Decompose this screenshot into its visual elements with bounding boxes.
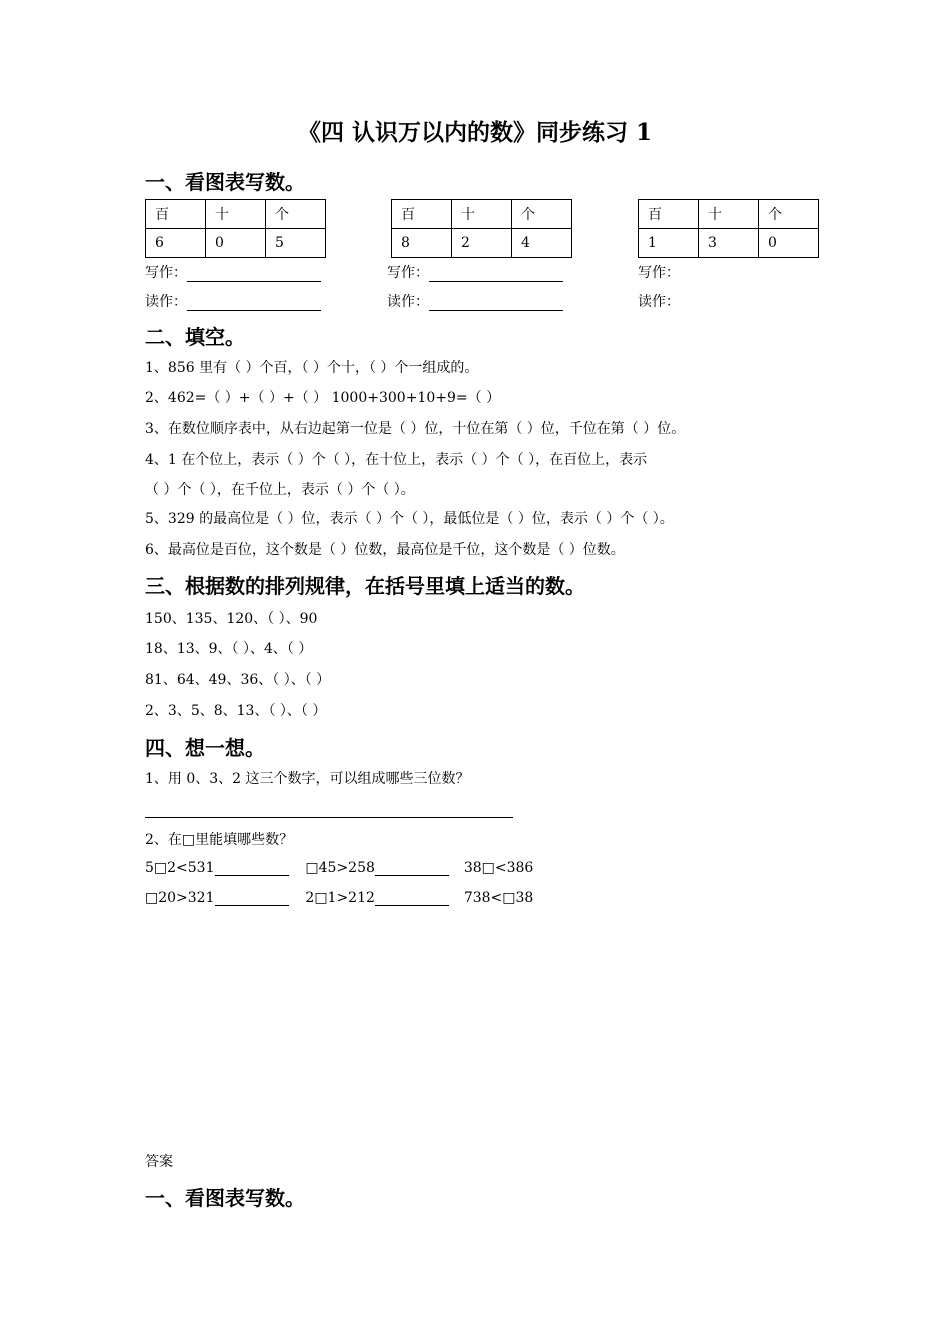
place-value-table-2 [391, 199, 572, 258]
section1-heading: 一、看图表写数。 [145, 170, 305, 194]
write-label: 写作： [638, 265, 680, 281]
answer-blank[interactable] [187, 296, 321, 311]
answer-blank[interactable] [215, 861, 289, 876]
place-value-table-1 [145, 199, 326, 258]
write-label: 写作： [387, 265, 429, 281]
fill-item-3: 3、在数位顺序表中，从右边起第一位是（ ）位，十位在第（ ）位，千位在第（ ）位。 [145, 421, 686, 437]
page-title: 《四 认识万以内的数》同步练习 1 [297, 119, 653, 146]
table-cell: 十 [452, 200, 512, 229]
table-cell: 4 [512, 229, 572, 258]
table-cell: 1 [639, 229, 699, 258]
fill-item-5: 5、329 的最高位是（ ）位，表示（ ）个（ ），最低位是（ ）位，表示（ ）个（ ）。 [145, 511, 674, 527]
answer-blank[interactable] [187, 267, 321, 282]
fill-item-6: 6、最高位是百位，这个数是（ ）位数，最高位是千位，这个数是（ ）位数。 [145, 542, 625, 558]
answer-rule[interactable] [145, 817, 513, 818]
sequence-item-3: 81、64、49、36、（ ）、（ ） [145, 672, 331, 688]
table-cell: 5 [266, 229, 326, 258]
table-cell: 个 [759, 200, 819, 229]
sequence-item-2: 18、13、9、（ ）、4、（ ） [145, 641, 313, 657]
think-question-1: 1、用 0、3、2 这三个数字，可以组成哪些三位数？ [145, 771, 470, 787]
read-label: 读作： [387, 294, 429, 310]
section3-heading: 三、根据数的排列规律，在括号里填上适当的数。 [145, 574, 585, 598]
read-line-2 [387, 291, 563, 311]
table-cell: 0 [206, 229, 266, 258]
answer-blank[interactable] [429, 296, 563, 311]
write-line-3 [638, 262, 680, 282]
table-cell: 百 [392, 200, 452, 229]
think-question-2: 2、在□里能填哪些数？ [145, 832, 294, 848]
table-cell: 个 [266, 200, 326, 229]
fill-item-2: 2、462=（ ）+（ ）+（ ） 1000+300+10+9=（ ） [145, 390, 501, 406]
table-cell: 十 [206, 200, 266, 229]
table-cell: 百 [146, 200, 206, 229]
table-cell: 个 [512, 200, 572, 229]
fill-item-1: 1、856 里有（ ）个百，（ ）个十，（ ）个一组成的。 [145, 360, 479, 376]
answers-section1-heading: 一、看图表写数。 [145, 1186, 305, 1210]
sequence-item-1: 150、135、120、（ ）、90 [145, 611, 318, 627]
fill-item-4-cont: （ ）个（ ），在千位上，表示（ ）个（ ）。 [145, 482, 415, 498]
section2-heading: 二、填空。 [145, 325, 245, 349]
table-cell: 8 [392, 229, 452, 258]
inequality-item: 738<□38 [463, 890, 534, 906]
fill-item-4: 4、1 在个位上，表示（ ）个（ ），在十位上，表示（ ）个（ ），在百位上，表示 [145, 452, 648, 468]
read-line-1 [145, 291, 321, 311]
answer-blank[interactable] [429, 267, 563, 282]
inequality-item: □20>321 [145, 890, 215, 906]
table-cell: 0 [759, 229, 819, 258]
place-value-table-3 [638, 199, 819, 258]
inequality-item: 5□2<531 [145, 860, 215, 876]
read-label: 读作： [638, 294, 680, 310]
table-cell: 2 [452, 229, 512, 258]
table-cell: 十 [699, 200, 759, 229]
sequence-item-4: 2、3、5、8、13、（ ）、（ ） [145, 703, 327, 719]
write-line-1 [145, 262, 321, 282]
table-cell: 百 [639, 200, 699, 229]
section4-heading: 四、想一想。 [145, 736, 265, 760]
answer-blank[interactable] [375, 891, 449, 906]
inequality-item: 38□<386 [463, 860, 534, 876]
inequality-row-1 [145, 860, 533, 876]
answer-blank[interactable] [215, 891, 289, 906]
inequality-item: 2□1>212 [305, 890, 375, 906]
answer-blank[interactable] [375, 861, 449, 876]
write-line-2 [387, 262, 563, 282]
answers-label: 答案 [145, 1154, 173, 1170]
table-cell: 6 [146, 229, 206, 258]
inequality-item: □45>258 [305, 860, 375, 876]
write-label: 写作： [145, 265, 187, 281]
inequality-row-2 [145, 890, 533, 906]
read-line-3 [638, 291, 680, 311]
table-cell: 3 [699, 229, 759, 258]
read-label: 读作： [145, 294, 187, 310]
